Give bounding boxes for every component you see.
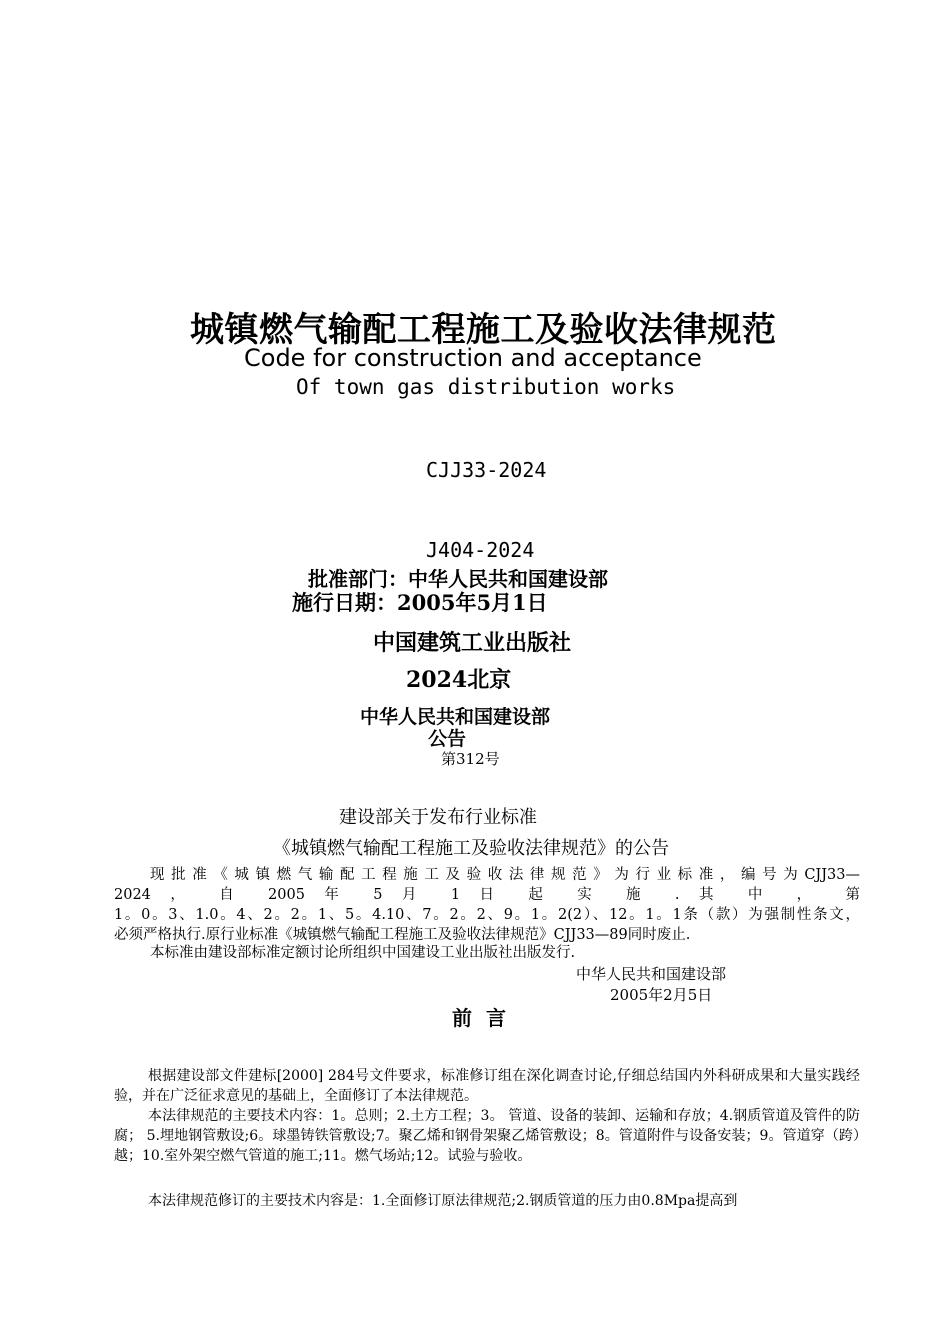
- record-code: J404-2024: [426, 538, 535, 562]
- publisher: 中国建筑工业出版社: [373, 630, 572, 656]
- notice-paragraph-2: 本标准由建设部标准定额讨论所组织中国建设工业出版社出版发行.: [150, 945, 576, 961]
- preface-paragraph-1: 根据建设部文件建标[2000] 284号文件要求，标准修订组在深化调查讨论,仔细总结国内外科研成果和大量实践经验，并在广泛征求意见的基础上，全面修订了本法律规范。: [114, 1068, 860, 1104]
- document-title: 城镇燃气输配工程施工及验收法律规范: [190, 310, 777, 350]
- effective-date: 施行日期：2005年5月1日: [292, 590, 548, 615]
- publish-place-year: 2024北京: [406, 667, 512, 693]
- notice-heading-line-1: 建设部关于发布行业标准: [339, 807, 537, 828]
- notice-paragraph-line: 2024 ， 自 2005 年 5 月 1 日 起 实 施 . 其 中 ， 第: [114, 887, 860, 903]
- notice-organization: 中华人民共和国建设部: [360, 706, 551, 728]
- english-title-line-2: Of town gas distribution works: [296, 375, 676, 399]
- signature-date: 2005年2月5日: [610, 986, 713, 1004]
- preface-heading: 前言: [452, 1006, 520, 1030]
- notice-title: 公告: [428, 728, 467, 750]
- approving-department: 批准部门：中华人民共和国建设部: [308, 567, 608, 591]
- notice-paragraph-line: 1。0。3、1.0。4、2。2。1、5。4.10、7。2。2、9。1。2(2）、12。1。1条（款）为强制性条文，: [114, 907, 860, 923]
- notice-heading-line-2: 《城镇燃气输配工程施工及验收法律规范》的公告: [273, 838, 669, 859]
- notice-paragraph-line: 现批准《城镇燃气输配工程施工及验收法律规范》为行业标准，编号为CJJ33—: [150, 867, 860, 883]
- preface-paragraph-3: 本法律规范修订的主要技术内容是：1.全面修订原法律规范;2.钢质管道的压力由0.8Mpa提高到: [148, 1193, 738, 1209]
- preface-paragraph-2: 本法律规范的主要技术内容：1。总则；2.土方工程；3。 管道、设备的装卸、运输和存放；4.钢质管道及管件的防腐； 5.埋地钢管敷设;6。球墨铸铁管敷设;7。聚乙烯和钢骨架聚乙烯管敷设；8。管道附件与设备安装；9。管道穿（跨）越；10.室外架空燃气管道的施工;11。燃气场站;12。试验与验收。: [114, 1108, 860, 1164]
- english-title-line-1: Code for construction and acceptance: [244, 344, 702, 372]
- notice-paragraph-line: 必须严格执行.原行业标准《城镇燃气输配工程施工及验收法律规范》CJJ33—89同时废止.: [114, 927, 691, 943]
- notice-number: 第312号: [441, 750, 500, 768]
- standard-code: CJJ33-2024: [426, 458, 547, 482]
- signature-organization: 中华人民共和国建设部: [576, 965, 727, 983]
